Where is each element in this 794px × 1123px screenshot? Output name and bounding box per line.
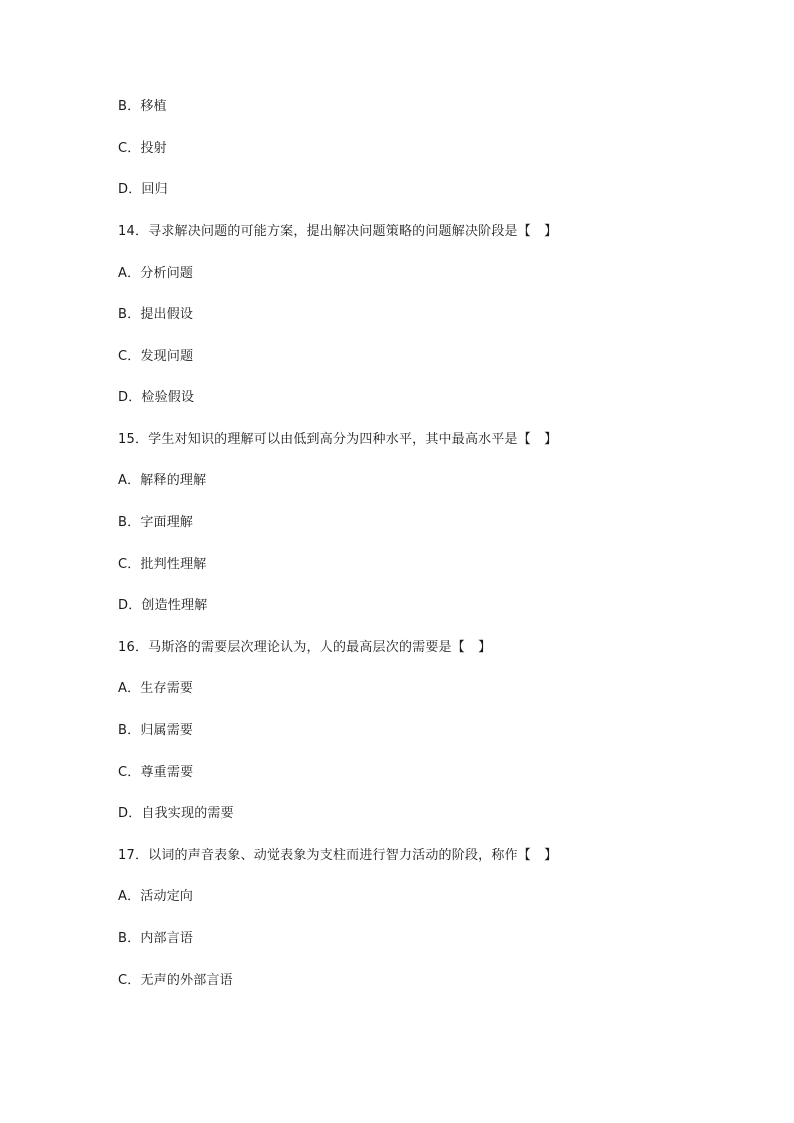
option-14-c: C．发现问题 — [118, 349, 194, 364]
question-17: 17．以词的声音表象、动觉表象为支柱而进行智力活动的阶段，称作【 】 — [118, 848, 558, 863]
option-16-c: C．尊重需要 — [118, 765, 194, 780]
option-14-a: A．分析问题 — [118, 266, 194, 281]
question-15: 15．学生对知识的理解可以由低到高分为四种水平，其中最高水平是【 】 — [118, 432, 558, 447]
option-15-d: D．创造性理解 — [118, 598, 208, 613]
option-14-d: D．检验假设 — [118, 390, 195, 405]
option-17-c: C．无声的外部言语 — [118, 973, 233, 988]
option-15-b: B．字面理解 — [118, 515, 194, 530]
option-14-b: B．提出假设 — [118, 307, 194, 322]
option-15-c: C．批判性理解 — [118, 557, 207, 572]
option-16-a: A．生存需要 — [118, 681, 194, 696]
question-16: 16．马斯洛的需要层次理论认为，人的最高层次的需要是【 】 — [118, 640, 492, 655]
option-16-b: B．归属需要 — [118, 723, 194, 738]
option-17-a: A．活动定向 — [118, 889, 194, 904]
option-17-b: B．内部言语 — [118, 931, 194, 946]
option-13-d: D．回归 — [118, 182, 168, 197]
option-15-a: A．解释的理解 — [118, 473, 207, 488]
question-14: 14．寻求解决问题的可能方案，提出解决问题策略的问题解决阶段是【 】 — [118, 224, 558, 239]
option-16-d: D．自我实现的需要 — [118, 806, 234, 821]
option-13-c: C．投射 — [118, 141, 167, 156]
option-13-b: B．移植 — [118, 99, 167, 114]
